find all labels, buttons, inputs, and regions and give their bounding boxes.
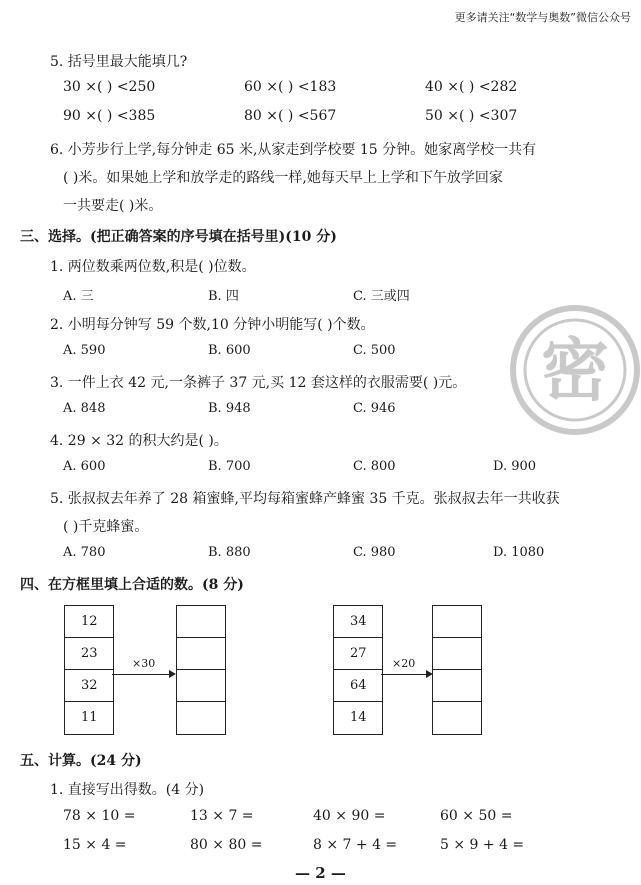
q5-item: 50 ×( ) <307 — [425, 108, 518, 124]
calc-item: 5 × 9 + 4 = — [440, 837, 525, 853]
choice-question: 4. 29 × 32 的积大约是( )。 — [50, 433, 228, 449]
left-number-cell: 11 — [81, 710, 98, 725]
choice-question: 3. 一件上衣 42 元,一条裤子 37 元,买 12 套这样的衣服需要( )元。 — [50, 375, 467, 391]
calc-item: 78 × 10 = — [63, 808, 136, 824]
q5-item: 90 ×( ) <385 — [63, 108, 156, 124]
q5-item: 40 ×( ) <282 — [425, 79, 518, 95]
left-answer-column — [176, 605, 226, 735]
answer-cell[interactable] — [433, 670, 481, 702]
choice-option: A. 三 — [63, 289, 94, 304]
choice-question-cont: ( )千克蜂蜜。 — [63, 519, 149, 535]
choice-option: D. 1080 — [493, 545, 545, 560]
calc-item: 13 × 7 = — [190, 808, 254, 824]
secret-stamp — [505, 290, 641, 450]
sub-question-title: 1. 直接写出得数。(4 分) — [50, 782, 205, 798]
answer-cell[interactable] — [177, 638, 225, 670]
q5-title: 5. 括号里最大能填几? — [50, 54, 188, 70]
choice-option: C. 800 — [353, 459, 396, 474]
right-number-column — [333, 605, 383, 735]
left-number-cell: 23 — [65, 638, 113, 670]
left-number-column — [64, 605, 114, 735]
right-number-cell: 14 — [350, 710, 367, 725]
left-number-cell: 12 — [65, 606, 113, 638]
arrow-line — [381, 674, 427, 675]
calc-item: 60 × 50 = — [440, 808, 513, 824]
calc-item: 8 × 7 + 4 = — [313, 837, 398, 853]
choice-option: B. 948 — [208, 401, 251, 416]
choice-option: A. 780 — [63, 545, 106, 560]
q5-item: 60 ×( ) <183 — [244, 79, 337, 95]
choice-option: C. 三或四 — [353, 289, 410, 304]
choice-question: 1. 两位数乘两位数,积是( )位数。 — [50, 259, 256, 275]
choice-option: C. 946 — [353, 401, 396, 416]
choice-option: C. 500 — [353, 343, 396, 358]
section-5-title: 五、计算。(24 分) — [20, 753, 142, 769]
multiplier-label: ×20 — [392, 657, 416, 670]
multiplier-label: ×30 — [132, 657, 156, 670]
calc-item: 15 × 4 = — [63, 837, 127, 853]
right-number-cell: 27 — [334, 638, 382, 670]
choice-option: B. 四 — [208, 289, 239, 304]
right-answer-column — [432, 605, 482, 735]
answer-cell[interactable] — [177, 606, 225, 638]
answer-cell[interactable] — [177, 702, 225, 734]
choice-option: B. 700 — [208, 459, 251, 474]
choice-question: 2. 小明每分钟写 59 个数,10 分钟小明能写( )个数。 — [50, 317, 375, 333]
q5-item: 80 ×( ) <567 — [244, 108, 337, 124]
right-number-cell: 64 — [334, 670, 382, 702]
choice-option: B. 880 — [208, 545, 251, 560]
page-number: — 2 — — [295, 864, 346, 882]
arrow-head-icon — [169, 670, 176, 678]
q6-line: 6. 小芳步行上学,每分钟走 65 米,从家走到学校要 15 分钟。她家离学校一共有 — [50, 142, 537, 158]
answer-cell[interactable] — [433, 702, 481, 734]
section-3-title: 三、选择。(把正确答案的序号填在括号里)(10 分) — [20, 229, 337, 245]
answer-cell[interactable] — [433, 638, 481, 670]
calc-item: 80 × 80 = — [190, 837, 263, 853]
q6-line: ( )米。如果她上学和放学走的路线一样,她每天早上上学和下午放学回家 — [63, 170, 503, 186]
choice-option: C. 980 — [353, 545, 396, 560]
svg-text:密: 密 — [540, 332, 610, 411]
section-4-title: 四、在方框里填上合适的数。(8 分) — [20, 577, 244, 593]
calc-item: 40 × 90 = — [313, 808, 386, 824]
choice-option: B. 600 — [208, 343, 251, 358]
right-number-cell: 34 — [334, 606, 382, 638]
choice-option: A. 600 — [63, 459, 106, 474]
header-note: 更多请关注“数学与奥数”微信公众号 — [454, 11, 631, 24]
answer-cell[interactable] — [433, 606, 481, 638]
choice-option: D. 900 — [493, 459, 537, 474]
q5-item: 30 ×( ) <250 — [63, 79, 156, 95]
answer-cell[interactable] — [177, 670, 225, 702]
choice-option: A. 848 — [63, 401, 106, 416]
q6-line: 一共要走( )米。 — [63, 198, 163, 214]
arrow-line — [112, 674, 170, 675]
left-number-cell: 32 — [65, 670, 113, 702]
choice-question: 5. 张叔叔去年养了 28 箱蜜蜂,平均每箱蜜蜂产蜂蜜 35 千克。张叔叔去年一共收获 — [50, 491, 560, 507]
choice-option: A. 590 — [63, 343, 106, 358]
